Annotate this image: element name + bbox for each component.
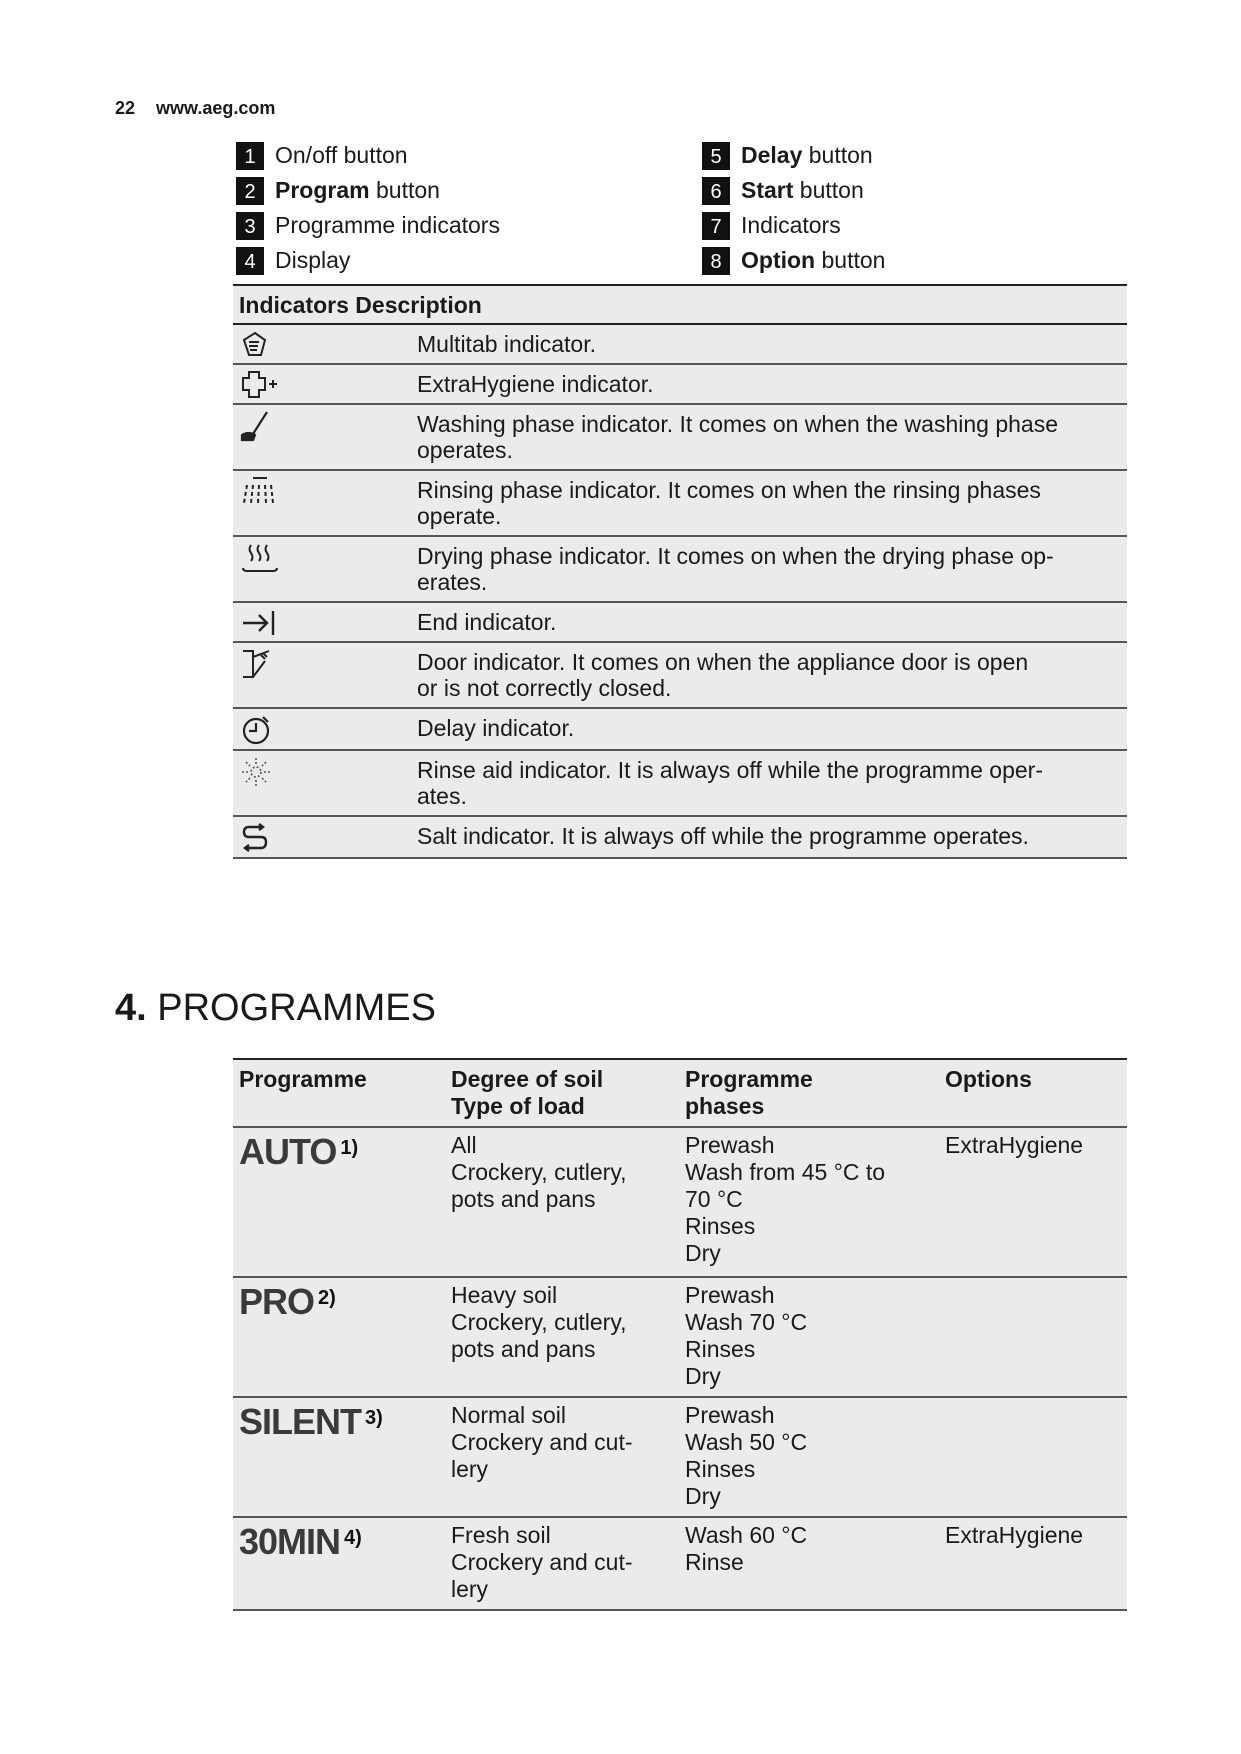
programme-name-text: AUTO (239, 1131, 337, 1172)
phase-line: Wash 50 °C (685, 1429, 808, 1455)
legend-number: 7 (702, 212, 730, 240)
legend-item (702, 243, 1142, 278)
legend-label-bold: Option (741, 247, 816, 273)
table-row (233, 470, 1127, 536)
legend-label: button (793, 177, 864, 203)
soil-line: Normal soil (451, 1402, 567, 1428)
phase-line: Rinses (685, 1336, 756, 1362)
phase-line: Wash from 45 °C to (685, 1159, 886, 1185)
soil-and-load (451, 1282, 673, 1363)
header-programme-phases: Programme (685, 1066, 813, 1092)
legend-item (236, 173, 676, 208)
indicator-description: Washing phase indicator. It comes on when the washing phase (417, 411, 1058, 437)
soil-line: lery (451, 1456, 489, 1482)
programmes-table-header (233, 1059, 1127, 1127)
indicators-table-header: Indicators Description (233, 285, 1127, 324)
indicators-table (233, 284, 1127, 859)
rinse-aid-icon (239, 755, 273, 789)
indicator-description: Rinsing phase indicator. It comes on when the rinsing phases (417, 477, 1041, 503)
legend-label: On/off button (275, 142, 408, 168)
footnote-ref: 2) (318, 1287, 336, 1309)
programme-name-text: 30MIN (239, 1521, 341, 1562)
soil-line: All (451, 1132, 477, 1158)
table-row (233, 642, 1127, 708)
legend-label: Indicators (741, 212, 841, 238)
legend-item (702, 208, 1142, 243)
indicator-description: End indicator. (417, 609, 557, 635)
soil-and-load (451, 1522, 673, 1603)
multitab-icon (239, 329, 269, 359)
legend-label-bold: Program (275, 177, 370, 203)
soil-line: lery (451, 1576, 489, 1602)
legend-item (236, 138, 676, 173)
header-programme-phases-cont: phases (685, 1093, 765, 1119)
table-row (233, 404, 1127, 470)
programme-phases (685, 1282, 933, 1390)
soil-line: Heavy soil (451, 1282, 558, 1308)
programme-name-text: SILENT (239, 1401, 362, 1442)
programme-name (239, 1131, 358, 1172)
table-row (233, 602, 1127, 642)
header-degree-of-soil: Degree of soil (451, 1066, 604, 1092)
legend-item (702, 138, 1142, 173)
header-type-of-load: Type of load (451, 1093, 585, 1119)
rinsing-phase-icon (239, 475, 281, 507)
legend-label: button (815, 247, 886, 273)
indicator-description-cont: ates. (417, 783, 467, 809)
legend-item (702, 173, 1142, 208)
indicator-description: ExtraHygiene indicator. (417, 371, 654, 397)
phase-line: Wash 60 °C (685, 1522, 808, 1548)
legend-label-bold: Delay (741, 142, 803, 168)
indicator-description-cont: erates. (417, 569, 488, 595)
legend-label: button (369, 177, 440, 203)
salt-icon (239, 821, 273, 855)
indicator-description-cont: operate. (417, 503, 502, 529)
indicator-description-cont: operates. (417, 437, 513, 463)
programmes-table (233, 1058, 1127, 1611)
soil-line: Crockery and cut- (451, 1429, 633, 1455)
site-url: www.aeg.com (156, 98, 276, 118)
section-number: 4. (115, 987, 147, 1029)
phase-line: Dry (685, 1483, 721, 1509)
drying-phase-icon (239, 541, 281, 575)
legend-right-column (702, 138, 1142, 278)
legend-number: 6 (702, 177, 730, 205)
section-heading: PROGRAMMES (157, 987, 436, 1029)
legend-number: 2 (236, 177, 264, 205)
soil-line: Crockery, cutlery, (451, 1309, 627, 1335)
legend-number: 1 (236, 142, 264, 170)
programme-options (939, 1397, 1127, 1517)
soil-line: Fresh soil (451, 1522, 551, 1548)
legend-number: 8 (702, 247, 730, 275)
phase-line: 70 °C (685, 1186, 743, 1212)
programme-options: ExtraHygiene (939, 1517, 1127, 1610)
programme-options: ExtraHygiene (939, 1127, 1127, 1277)
phase-line: Prewash (685, 1402, 775, 1428)
soil-line: Crockery, cutlery, (451, 1159, 627, 1185)
programme-phases (685, 1522, 933, 1576)
soil-and-load (451, 1402, 673, 1483)
legend-left-column (236, 138, 676, 278)
phase-line: Rinses (685, 1213, 756, 1239)
programme-name (239, 1281, 336, 1322)
soil-and-load (451, 1132, 673, 1213)
programme-phases (685, 1132, 933, 1267)
indicator-description-cont: or is not correctly closed. (417, 675, 672, 701)
washing-phase-icon (239, 409, 273, 443)
soil-line: pots and pans (451, 1336, 596, 1362)
footnote-ref: 3) (365, 1407, 383, 1429)
programme-phases (685, 1402, 933, 1510)
table-row (233, 750, 1127, 816)
programme-name (239, 1401, 383, 1442)
table-row (233, 816, 1127, 858)
page-number: 22 (115, 98, 136, 118)
indicator-description: Drying phase indicator. It comes on when the drying phase op- (417, 543, 1054, 569)
legend-label: button (802, 142, 873, 168)
legend-number: 5 (702, 142, 730, 170)
section-title (115, 987, 436, 1030)
indicator-description: Door indicator. It comes on when the appliance door is open (417, 649, 1029, 675)
phase-line: Prewash (685, 1282, 775, 1308)
footnote-ref: 1) (340, 1137, 359, 1159)
table-row (233, 324, 1127, 364)
soil-line: pots and pans (451, 1186, 596, 1212)
legend-item (236, 243, 676, 278)
soil-line: Crockery and cut- (451, 1549, 633, 1575)
phase-line: Dry (685, 1240, 721, 1266)
door-icon (239, 647, 279, 681)
phase-line: Dry (685, 1363, 721, 1389)
footnote-ref: 4) (344, 1527, 362, 1549)
programme-name (239, 1521, 362, 1562)
legend-label-bold: Start (741, 177, 794, 203)
legend-label: Display (275, 247, 351, 273)
phase-line: Prewash (685, 1132, 775, 1158)
page-header (115, 98, 275, 119)
end-icon (239, 607, 279, 639)
programme-name-text: PRO (239, 1281, 315, 1322)
indicator-description: Multitab indicator. (417, 331, 596, 357)
legend-number: 3 (236, 212, 264, 240)
table-row (233, 364, 1127, 404)
table-row (233, 1517, 1127, 1610)
header-options: Options (939, 1059, 1127, 1127)
table-row (233, 1277, 1127, 1397)
legend-number: 4 (236, 247, 264, 275)
table-row (233, 708, 1127, 750)
legend-item (236, 208, 676, 243)
phase-line: Wash 70 °C (685, 1309, 808, 1335)
header-programme: Programme (233, 1059, 445, 1127)
extrahygiene-icon (239, 369, 279, 401)
table-row (233, 1397, 1127, 1517)
indicator-description: Delay indicator. (417, 715, 575, 741)
programme-options (939, 1277, 1127, 1397)
indicator-description: Salt indicator. It is always off while the programme operates. (417, 823, 1029, 849)
phase-line: Rinse (685, 1549, 744, 1575)
phase-line: Rinses (685, 1456, 756, 1482)
table-row (233, 536, 1127, 602)
indicator-description: Rinse aid indicator. It is always off while the programme oper- (417, 757, 1043, 783)
legend-label: Programme indicators (275, 212, 500, 238)
delay-icon (239, 713, 273, 747)
table-row (233, 1127, 1127, 1277)
